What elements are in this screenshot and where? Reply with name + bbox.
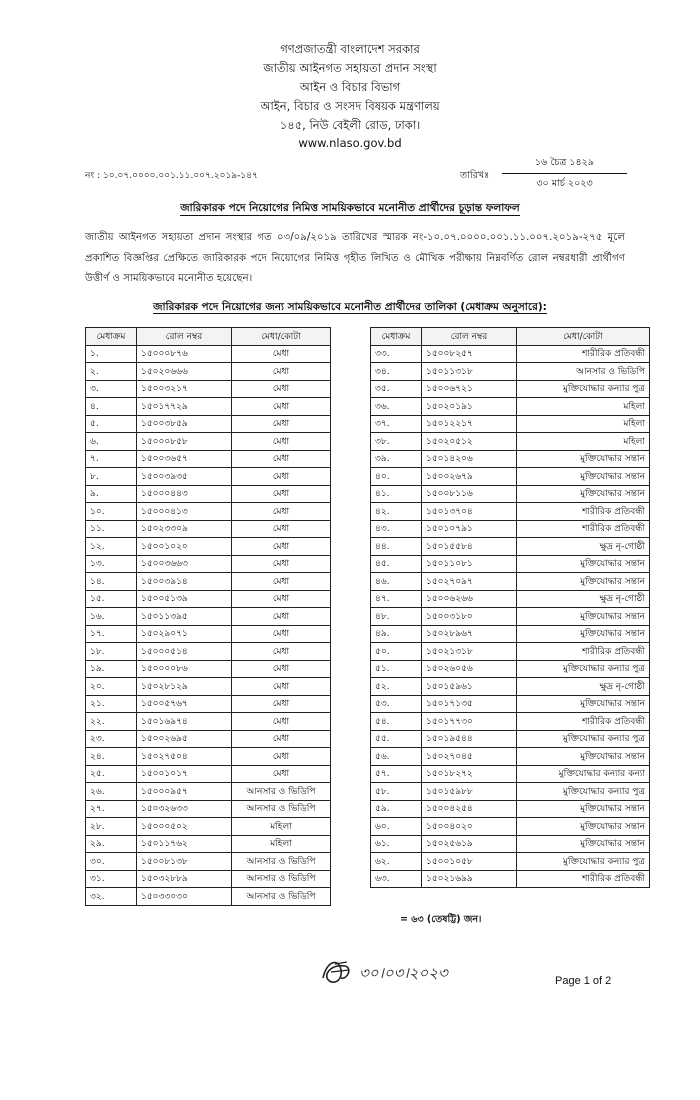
merit-quota-cell: শারীরিক প্রতিবন্ধী: [517, 345, 650, 363]
roll-number-cell: ১৫০১৫৯৬১: [422, 678, 517, 696]
roll-number-cell: ১৫০১১৩৯৫: [137, 608, 232, 626]
table-row: [86, 503, 331, 521]
roll-number-cell: ১৫০২০১৯১: [422, 398, 517, 416]
merit-quota-cell: মেধা: [232, 363, 331, 381]
merit-quota-cell: মেধা: [232, 573, 331, 591]
merit-quota-cell: শারীরিক প্রতিবন্ধী: [517, 503, 650, 521]
roll-number-cell: ১৫০১৭৭২৯: [137, 398, 232, 416]
merit-rank-cell: ১১.: [86, 520, 137, 538]
merit-rank-cell: ২.: [86, 363, 137, 381]
table-row: [86, 520, 331, 538]
table-row: [86, 538, 331, 556]
roll-number-cell: ১৫০০০৮৫৮: [137, 433, 232, 451]
roll-number-cell: ১৫০২৮১২৯: [137, 678, 232, 696]
header-website: www.nlaso.gov.bd: [298, 136, 402, 150]
roll-number-cell: ১৫০০০৮৭৬: [137, 345, 232, 363]
merit-quota-cell: মেধা: [232, 345, 331, 363]
roll-number-cell: ১৫০২১৩১৮: [422, 643, 517, 661]
table-row: [86, 660, 331, 678]
merit-quota-cell: ক্ষুদ্র নৃ-গোষ্ঠী: [517, 590, 650, 608]
merit-quota-cell: মুক্তিযোদ্ধার কন্যার পুত্র: [517, 730, 650, 748]
table-row: [86, 485, 331, 503]
merit-rank-cell: ৩৭.: [371, 415, 422, 433]
table-row: [371, 765, 650, 783]
roll-number-cell: ১৫০০২৬৭৯: [422, 468, 517, 486]
roll-number-cell: ১৫০০১০১৭: [137, 765, 232, 783]
table-row: [86, 415, 331, 433]
merit-rank-cell: ২৮.: [86, 818, 137, 836]
memo-number: নং : ১০.০৭.০০০০.০০১.১১.০০৭.২০১৯-১৪৭: [85, 171, 258, 181]
merit-rank-cell: ৩.: [86, 380, 137, 398]
roll-number-cell: ১৫০১৫৯৮৮: [422, 783, 517, 801]
table-row: [86, 555, 331, 573]
table-row: [86, 678, 331, 696]
roll-number-cell: ১৫০৩২৮৮৯: [137, 870, 232, 888]
merit-rank-cell: ৪০.: [371, 468, 422, 486]
table-header-row: [86, 328, 331, 346]
merit-rank-cell: ২৩.: [86, 730, 137, 748]
merit-rank-cell: ৬১.: [371, 835, 422, 853]
header-merit-rank: মেধাক্রম: [371, 328, 422, 346]
table-row: [371, 643, 650, 661]
merit-rank-cell: ১৫.: [86, 590, 137, 608]
header-line-3: আইন ও বিচার বিভাগ: [299, 80, 401, 94]
merit-quota-cell: মহিলা: [232, 818, 331, 836]
roll-number-cell: ১৫০০০৪১৩: [137, 503, 232, 521]
roll-number-cell: ১৫০২৫৬১৯: [422, 835, 517, 853]
merit-rank-cell: ৬২.: [371, 853, 422, 871]
merit-rank-cell: ৫.: [86, 415, 137, 433]
header-merit-quota: মেধা/কোটা: [232, 328, 331, 346]
header-line-5: ১৪৫, নিউ বেইলী রোড, ঢাকা।: [279, 118, 421, 132]
table-row: [86, 450, 331, 468]
merit-rank-cell: ৪৩.: [371, 520, 422, 538]
merit-quota-cell: মুক্তিযোদ্ধার সন্তান: [517, 695, 650, 713]
table-row: [371, 835, 650, 853]
roll-number-cell: ১৫০০০০৮৬: [137, 660, 232, 678]
merit-quota-cell: মুক্তিযোদ্ধার সন্তান: [517, 485, 650, 503]
table-row: [371, 608, 650, 626]
merit-quota-cell: মেধা: [232, 485, 331, 503]
table-row: [371, 713, 650, 731]
roll-number-cell: ১৫০১৪২০৬: [422, 450, 517, 468]
table-row: [86, 433, 331, 451]
merit-quota-cell: শারীরিক প্রতিবন্ধী: [517, 520, 650, 538]
table-row: [371, 485, 650, 503]
roll-number-cell: ১৫০১১৭৬২: [137, 835, 232, 853]
header-line-4: আইন, বিচার ও সংসদ বিষয়ক মন্ত্রণালয়: [260, 99, 440, 113]
roll-number-cell: ১৫০০৬৭২১: [422, 380, 517, 398]
roll-number-cell: ১৫০০৪০২০: [422, 818, 517, 836]
merit-quota-cell: আনসার ও ভিডিপি: [517, 363, 650, 381]
table-row: [86, 765, 331, 783]
roll-number-cell: ১৫০০৩৯৩৫: [137, 468, 232, 486]
merit-quota-cell: মেধা: [232, 520, 331, 538]
roll-number-cell: ১৫০২৬০৫৬: [422, 660, 517, 678]
roll-number-cell: ১৫০২৭৫০৪: [137, 748, 232, 766]
roll-number-cell: ১৫০১৫৫৮৪: [422, 538, 517, 556]
merit-rank-cell: ৫৭.: [371, 765, 422, 783]
merit-quota-cell: মেধা: [232, 433, 331, 451]
table-row: [371, 590, 650, 608]
table-row: [371, 415, 650, 433]
merit-rank-cell: ৫২.: [371, 678, 422, 696]
roll-number-cell: ১৫০০০৫১৪: [137, 643, 232, 661]
table-row: [371, 730, 650, 748]
merit-rank-cell: ৩২.: [86, 888, 137, 906]
roll-number-cell: ১৫০১৯৫৪৪: [422, 730, 517, 748]
merit-rank-cell: ১.: [86, 345, 137, 363]
table-row: [371, 468, 650, 486]
merit-rank-cell: ১০.: [86, 503, 137, 521]
merit-rank-cell: ৫৬.: [371, 748, 422, 766]
merit-rank-cell: ৪৮.: [371, 608, 422, 626]
roll-number-cell: ১৫০১৮২৭২: [422, 765, 517, 783]
table-row: [86, 870, 331, 888]
merit-quota-cell: মেধা: [232, 748, 331, 766]
merit-rank-cell: ৬৩.: [371, 870, 422, 888]
merit-rank-cell: ৪৯.: [371, 625, 422, 643]
roll-number-cell: ১৫০১৩৭০৪: [422, 503, 517, 521]
roll-number-cell: ১৫০০৫৭৬৭: [137, 695, 232, 713]
merit-rank-cell: ৫৫.: [371, 730, 422, 748]
merit-quota-cell: ক্ষুদ্র নৃ-গোষ্ঠী: [517, 538, 650, 556]
date-bangla: ১৬ চৈত্র ১৪২৯: [502, 156, 627, 174]
roll-number-cell: ১৫০৩৩০৩০: [137, 888, 232, 906]
table-row: [371, 398, 650, 416]
roll-number-cell: ১৫০১০৭৯১: [422, 520, 517, 538]
roll-number-cell: ১৫০১৭৭৩০: [422, 713, 517, 731]
roll-number-cell: ১৫০২১৬৯৯: [422, 870, 517, 888]
merit-rank-cell: ২৯.: [86, 835, 137, 853]
roll-number-cell: ১৫০০৮১১৬: [422, 485, 517, 503]
table-header-row: [371, 328, 650, 346]
table-row: [371, 625, 650, 643]
roll-number-cell: ১৫০২৮৯৬৭: [422, 625, 517, 643]
table-row: [371, 678, 650, 696]
roll-number-cell: ১৫০০৬২৬৬: [422, 590, 517, 608]
merit-quota-cell: মেধা: [232, 643, 331, 661]
merit-quota-cell: মেধা: [232, 625, 331, 643]
signature-date: ৩০।০৩।২০২৩: [359, 964, 448, 982]
table-row: [86, 818, 331, 836]
merit-quota-cell: মেধা: [232, 660, 331, 678]
roll-number-cell: ১৫০০০৯৫৭: [137, 783, 232, 801]
merit-quota-cell: মুক্তিযোদ্ধার সন্তান: [517, 555, 650, 573]
merit-quota-cell: মেধা: [232, 590, 331, 608]
candidates-table-left: [85, 327, 331, 906]
merit-quota-cell: মেধা: [232, 695, 331, 713]
table-row: [86, 730, 331, 748]
merit-rank-cell: ৫১.: [371, 660, 422, 678]
merit-quota-cell: আনসার ও ভিডিপি: [232, 853, 331, 871]
roll-number-cell: ১৫০০৩৬৬৩: [137, 555, 232, 573]
merit-quota-cell: মুক্তিযোদ্ধার সন্তান: [517, 800, 650, 818]
merit-quota-cell: শারীরিক প্রতিবন্ধী: [517, 643, 650, 661]
header-roll-number: রোল নম্বর: [137, 328, 232, 346]
merit-quota-cell: মেধা: [232, 765, 331, 783]
merit-rank-cell: ৫৯.: [371, 800, 422, 818]
merit-rank-cell: ৯.: [86, 485, 137, 503]
table-row: [86, 468, 331, 486]
merit-quota-cell: মেধা: [232, 450, 331, 468]
table-row: [86, 573, 331, 591]
merit-quota-cell: আনসার ও ভিডিপি: [232, 783, 331, 801]
merit-rank-cell: ৪১.: [371, 485, 422, 503]
merit-quota-cell: ক্ষুদ্র নৃ-গোষ্ঠী: [517, 678, 650, 696]
roll-number-cell: ১৫০২৩৩০৯: [137, 520, 232, 538]
merit-rank-cell: ৬.: [86, 433, 137, 451]
merit-quota-cell: মুক্তিযোদ্ধার সন্তান: [517, 748, 650, 766]
subject-text: জারিকারক পদে নিয়োগের নিমিত্ত সাময়িকভাবে মনোনীত প্রার্থীদের চূড়ান্ত ফলাফল: [180, 202, 520, 214]
merit-rank-cell: ৩৪.: [371, 363, 422, 381]
table-row: [86, 888, 331, 906]
roll-number-cell: ১৫০০৩১৮০: [422, 608, 517, 626]
merit-quota-cell: মুক্তিযোদ্ধার কন্যার কন্যা: [517, 765, 650, 783]
merit-quota-cell: মুক্তিযোদ্ধার কন্যার পুত্র: [517, 380, 650, 398]
table-row: [371, 345, 650, 363]
merit-quota-cell: মেধা: [232, 468, 331, 486]
roll-number-cell: ১৫০০৫১৩৯: [137, 590, 232, 608]
merit-rank-cell: ৩৫.: [371, 380, 422, 398]
merit-rank-cell: ৩১.: [86, 870, 137, 888]
table-row: [86, 608, 331, 626]
merit-quota-cell: মহিলা: [517, 398, 650, 416]
merit-quota-cell: মুক্তিযোদ্ধার সন্তান: [517, 450, 650, 468]
table-row: [371, 520, 650, 538]
table-row: [371, 818, 650, 836]
roll-number-cell: ১৫০০৩৯১৪: [137, 573, 232, 591]
merit-quota-cell: মেধা: [232, 608, 331, 626]
roll-number-cell: ১৫০০৪২৫৪: [422, 800, 517, 818]
total-count: = ৬৩ (তেষট্টি) জন।: [400, 914, 482, 925]
roll-number-cell: ১৫০২৭০৪৫: [422, 748, 517, 766]
signature-image: [317, 950, 467, 995]
table-row: [86, 783, 331, 801]
header-merit-quota: মেধা/কোটা: [517, 328, 650, 346]
roll-number-cell: ১৫০২৯০৭১: [137, 625, 232, 643]
merit-rank-cell: ১৬.: [86, 608, 137, 626]
merit-quota-cell: মুক্তিযোদ্ধার সন্তান: [517, 468, 650, 486]
candidates-table-right: [370, 327, 650, 888]
table-row: [86, 800, 331, 818]
merit-quota-cell: শারীরিক প্রতিবন্ধী: [517, 713, 650, 731]
table-row: [86, 835, 331, 853]
table-row: [371, 748, 650, 766]
merit-rank-cell: ২২.: [86, 713, 137, 731]
merit-quota-cell: মুক্তিযোদ্ধার সন্তান: [517, 573, 650, 591]
table-row: [371, 800, 650, 818]
merit-quota-cell: আনসার ও ভিডিপি: [232, 888, 331, 906]
merit-quota-cell: শারীরিক প্রতিবন্ধী: [517, 870, 650, 888]
merit-rank-cell: ২০.: [86, 678, 137, 696]
merit-rank-cell: ৮.: [86, 468, 137, 486]
table-row: [86, 590, 331, 608]
table-row: [371, 555, 650, 573]
merit-quota-cell: মেধা: [232, 415, 331, 433]
merit-quota-cell: মহিলা: [517, 415, 650, 433]
roll-number-cell: ১৫০২০৫১২: [422, 433, 517, 451]
table-row: [371, 783, 650, 801]
table-row: [86, 713, 331, 731]
list-title-text: জারিকারক পদে নিয়োগের জন্য সাময়িকভাবে মনোনীত প্রার্থীদের তালিকা (মেধাক্রম অনুসারে):: [153, 301, 547, 313]
roll-number-cell: ১৫০০০৪৪৩: [137, 485, 232, 503]
table-row: [86, 625, 331, 643]
merit-quota-cell: মেধা: [232, 398, 331, 416]
merit-quota-cell: মুক্তিযোদ্ধার সন্তান: [517, 625, 650, 643]
roll-number-cell: ১৫০২৭০৯৭: [422, 573, 517, 591]
merit-quota-cell: মেধা: [232, 713, 331, 731]
date-english: ৩০ মার্চ ২০২৩: [536, 178, 593, 189]
header-merit-rank: মেধাক্রম: [86, 328, 137, 346]
roll-number-cell: ১৫০০০৫০২: [137, 818, 232, 836]
merit-rank-cell: ৪.: [86, 398, 137, 416]
merit-rank-cell: ৫৮.: [371, 783, 422, 801]
roll-number-cell: ১৫০০২৬৯৫: [137, 730, 232, 748]
list-title: [0, 300, 700, 317]
table-row: [86, 643, 331, 661]
roll-number-cell: ১৫০১৬৯৭৪: [137, 713, 232, 731]
table-row: [371, 503, 650, 521]
merit-quota-cell: মহিলা: [517, 433, 650, 451]
merit-rank-cell: ১৪.: [86, 573, 137, 591]
merit-quota-cell: মহিলা: [232, 835, 331, 853]
roll-number-cell: ১৫০০৩৮৫৯: [137, 415, 232, 433]
table-row: [86, 853, 331, 871]
merit-rank-cell: ৫৩.: [371, 695, 422, 713]
merit-rank-cell: ২৭.: [86, 800, 137, 818]
merit-rank-cell: ১৮.: [86, 643, 137, 661]
roll-number-cell: ১৫০৩২৬৩৩: [137, 800, 232, 818]
merit-rank-cell: ৪৭.: [371, 590, 422, 608]
merit-quota-cell: মুক্তিযোদ্ধার সন্তান: [517, 818, 650, 836]
merit-rank-cell: ৩০.: [86, 853, 137, 871]
table-row: [86, 398, 331, 416]
merit-rank-cell: ৩৩.: [371, 345, 422, 363]
merit-rank-cell: ৪৫.: [371, 555, 422, 573]
merit-rank-cell: ১৯.: [86, 660, 137, 678]
table-row: [86, 695, 331, 713]
roll-number-cell: ১৫০১৭১৩৫: [422, 695, 517, 713]
roll-number-cell: ১৫০০১০২০: [137, 538, 232, 556]
merit-quota-cell: আনসার ও ভিডিপি: [232, 800, 331, 818]
merit-quota-cell: মুক্তিযোদ্ধার সন্তান: [517, 608, 650, 626]
merit-rank-cell: ৭.: [86, 450, 137, 468]
merit-quota-cell: মুক্তিযোদ্ধার কন্যার পুত্র: [517, 783, 650, 801]
merit-rank-cell: ৫০.: [371, 643, 422, 661]
merit-quota-cell: আনসার ও ভিডিপি: [232, 870, 331, 888]
merit-rank-cell: ১৩.: [86, 555, 137, 573]
merit-rank-cell: ৩৯.: [371, 450, 422, 468]
merit-quota-cell: মেধা: [232, 503, 331, 521]
merit-rank-cell: ৪৪.: [371, 538, 422, 556]
table-row: [371, 363, 650, 381]
table-row: [86, 363, 331, 381]
roll-number-cell: ১৫০০৮১৩৮: [137, 853, 232, 871]
merit-quota-cell: মুক্তিযোদ্ধার কন্যার পুত্র: [517, 660, 650, 678]
roll-number-cell: ১৫০১১০৮১: [422, 555, 517, 573]
merit-quota-cell: মেধা: [232, 538, 331, 556]
merit-rank-cell: ৫৪.: [371, 713, 422, 731]
merit-rank-cell: ২১.: [86, 695, 137, 713]
merit-rank-cell: ৩৮.: [371, 433, 422, 451]
header-line-1: গণপ্রজাতন্ত্রী বাংলাদেশ সরকার: [280, 42, 420, 56]
table-row: [371, 380, 650, 398]
table-row: [86, 748, 331, 766]
table-row: [371, 853, 650, 871]
table-row: [371, 433, 650, 451]
table-row: [371, 660, 650, 678]
merit-rank-cell: ১৭.: [86, 625, 137, 643]
merit-quota-cell: মেধা: [232, 678, 331, 696]
roll-number-cell: ১৫০০৩২১৭: [137, 380, 232, 398]
merit-rank-cell: ২৫.: [86, 765, 137, 783]
date-block: [460, 156, 627, 192]
body-paragraph: জাতীয় আইনগত সহায়তা প্রদান সংস্থার গত ০৩/০৯/২০১৯ তারিখের স্মারক নং-১০.০৭.০০০০.০০১.১১.০০৭.২০১৯-২৭৫ মূলে প্রকাশিত বিজ্ঞপ্তির প্রেক্ষিতে জারিকারক পদে নিয়োগের নিমিত্ত গৃহীত লিখিত ও মৌখিক পরীক্ষায় নিম্নবর্ণিত রোল নম্বরধারী প্রার্থীগণ উত্তীর্ণ ও সাময়িকভাবে মনোনীত হয়েছেন।: [85, 232, 625, 284]
merit-quota-cell: মেধা: [232, 555, 331, 573]
merit-rank-cell: ২৬.: [86, 783, 137, 801]
table-row: [371, 573, 650, 591]
table-row: [86, 345, 331, 363]
roll-number-cell: ১৫০২০৬৬৬: [137, 363, 232, 381]
header-roll-number: রোল নম্বর: [422, 328, 517, 346]
roll-number-cell: ১৫০১১৩১৮: [422, 363, 517, 381]
merit-rank-cell: ৬০.: [371, 818, 422, 836]
table-row: [371, 870, 650, 888]
subject-heading: [0, 201, 700, 218]
merit-rank-cell: ২৪.: [86, 748, 137, 766]
roll-number-cell: ১৫০০৮২৫৭: [422, 345, 517, 363]
table-row: [371, 538, 650, 556]
table-row: [371, 695, 650, 713]
merit-rank-cell: ৪৬.: [371, 573, 422, 591]
header-line-2: জাতীয় আইনগত সহায়তা প্রদান সংস্থা: [263, 61, 437, 75]
merit-rank-cell: ৪২.: [371, 503, 422, 521]
merit-quota-cell: মুক্তিযোদ্ধার কন্যার পুত্র: [517, 853, 650, 871]
merit-quota-cell: মেধা: [232, 380, 331, 398]
roll-number-cell: ১৫০১২২১৭: [422, 415, 517, 433]
date-label: তারিখঃ: [460, 170, 490, 181]
table-row: [86, 380, 331, 398]
merit-rank-cell: ৩৬.: [371, 398, 422, 416]
page-number: Page 1 of 2: [555, 975, 612, 987]
table-row: [371, 450, 650, 468]
merit-quota-cell: মেধা: [232, 730, 331, 748]
roll-number-cell: ১৫০০৩৬৫৭: [137, 450, 232, 468]
merit-quota-cell: মুক্তিযোদ্ধার সন্তান: [517, 835, 650, 853]
roll-number-cell: ১৫০০১০৫৮: [422, 853, 517, 871]
merit-rank-cell: ১২.: [86, 538, 137, 556]
